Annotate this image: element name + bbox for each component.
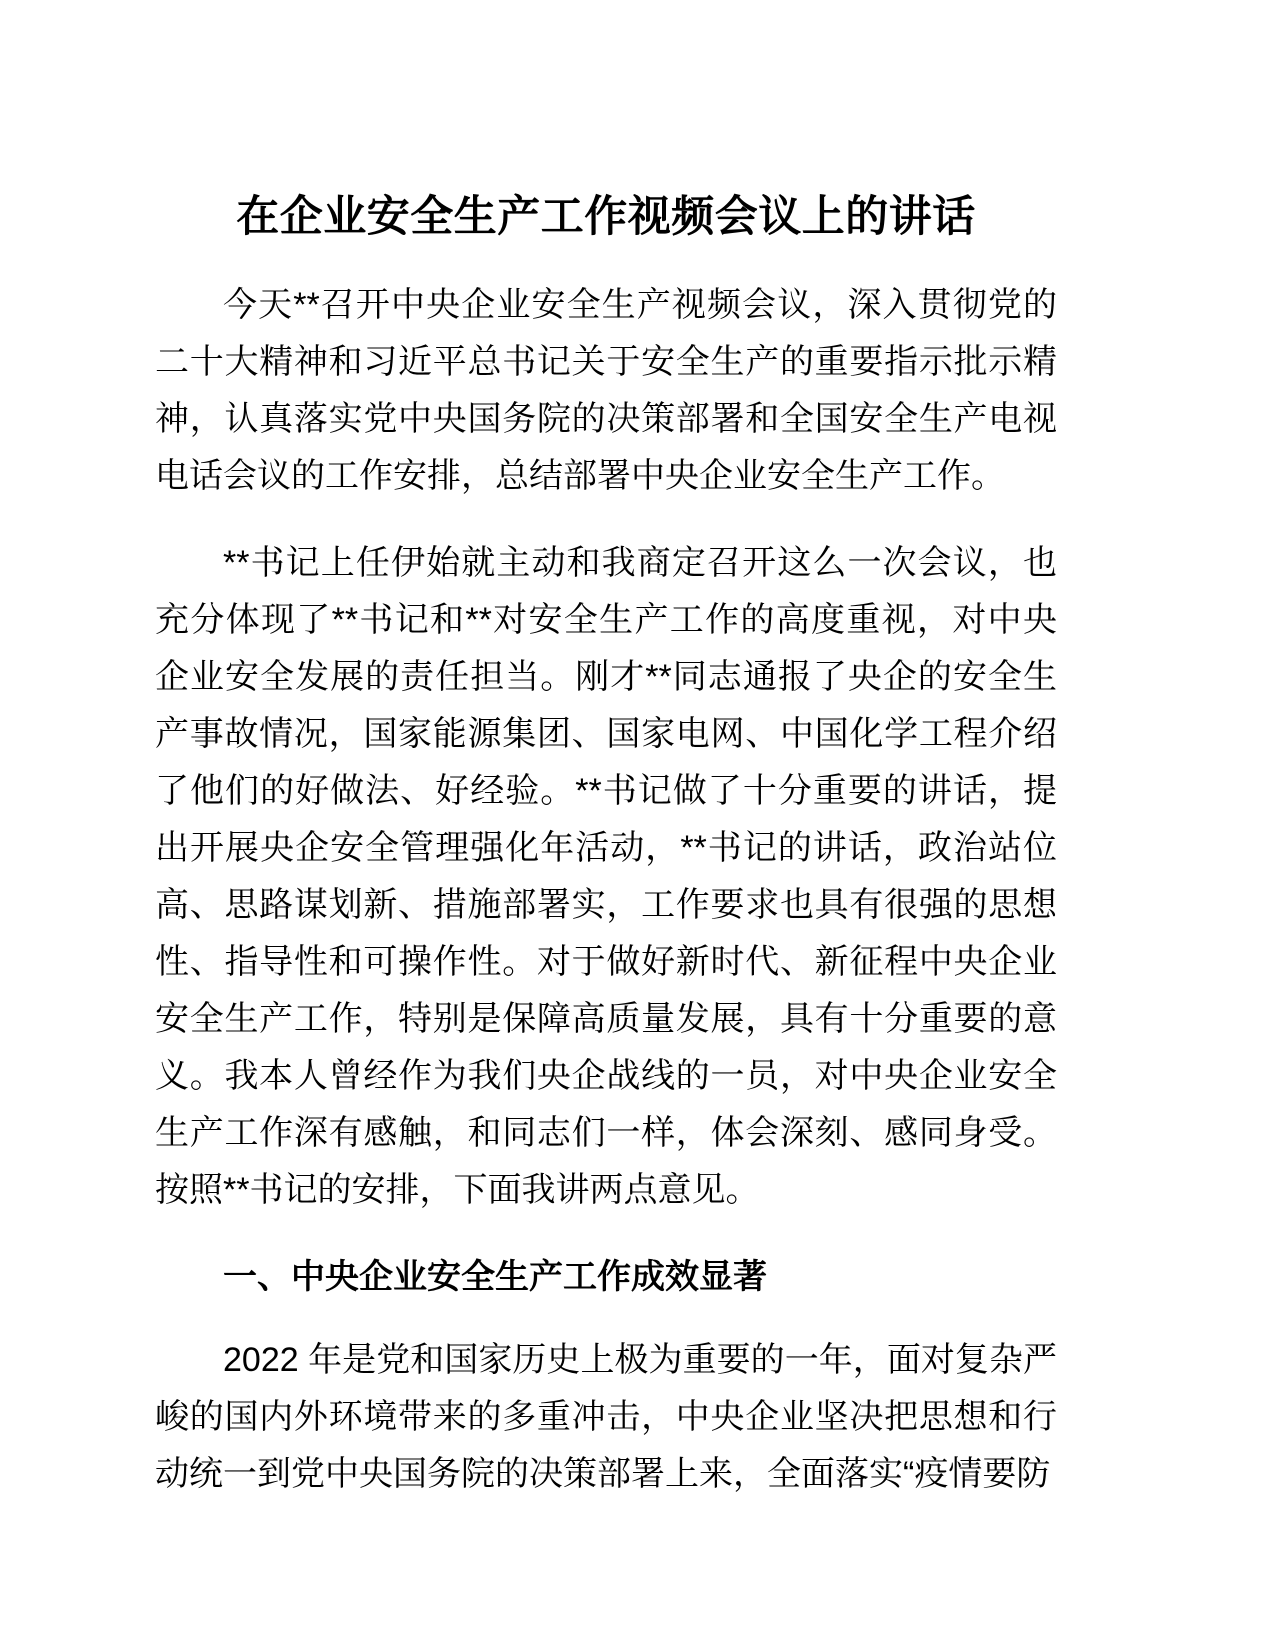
spacer-title-body bbox=[155, 239, 1057, 277]
body-paragraph-2: **书记上任伊始就主动和我商定召开这么一次会议，也充分体现了**书记和**对安全生产工作的高度重视，对中央企业安全发展的责任担当。刚才**同志通报了央企的安全生产事故情况，国家能源集团、国家电网、中国化学工程介绍了他们的好做法、好经验。**书记做了十分重要的讲话，提出开展央企安全管理强化年活动，**书记的讲话，政治站位高、思路谋划新、措施部署实，工作要求也具有很强的思想性、指导性和可操作性。对于做好新时代、新征程中央企业安全生产工作，特别是保障高质量发展，具有十分重要的意义。我本人曾经作为我们央企战线的一员，对中央企业安全生产工作深有感触，和同志们一样，体会深刻、感同身受。按照**书记的安排，下面我讲两点意见。 bbox=[155, 544, 1057, 1209]
document-content bbox=[155, 0, 1057, 1503]
spacer-after-heading bbox=[155, 1306, 1057, 1332]
page-title: 在企业安全生产工作视频会议上的讲话 bbox=[236, 193, 976, 241]
section-heading-1: 一、中央企业安全生产工作成效显著 bbox=[223, 1258, 767, 1296]
body-paragraph-1: 今天**召开中央企业安全生产视频会议，深入贯彻党的二十大精神和习近平总书记关于安全生产的重要指示批示精神，认真落实党中央国务院的决策部署和全国安全生产电视电话会议的工作安排，总结部署中央企业安全生产工作。 bbox=[155, 286, 1057, 495]
spacer-before-heading bbox=[155, 1219, 1057, 1249]
spacer-paragraph-1-2 bbox=[155, 505, 1057, 535]
body-paragraph-3: 2022 年是党和国家历史上极为重要的一年，面对复杂严峻的国内外环境带来的多重冲击，中央企业坚决把思想和行动统一到党中央国务院的决策部署上来，全面落实“疫情要防 bbox=[155, 1341, 1057, 1493]
